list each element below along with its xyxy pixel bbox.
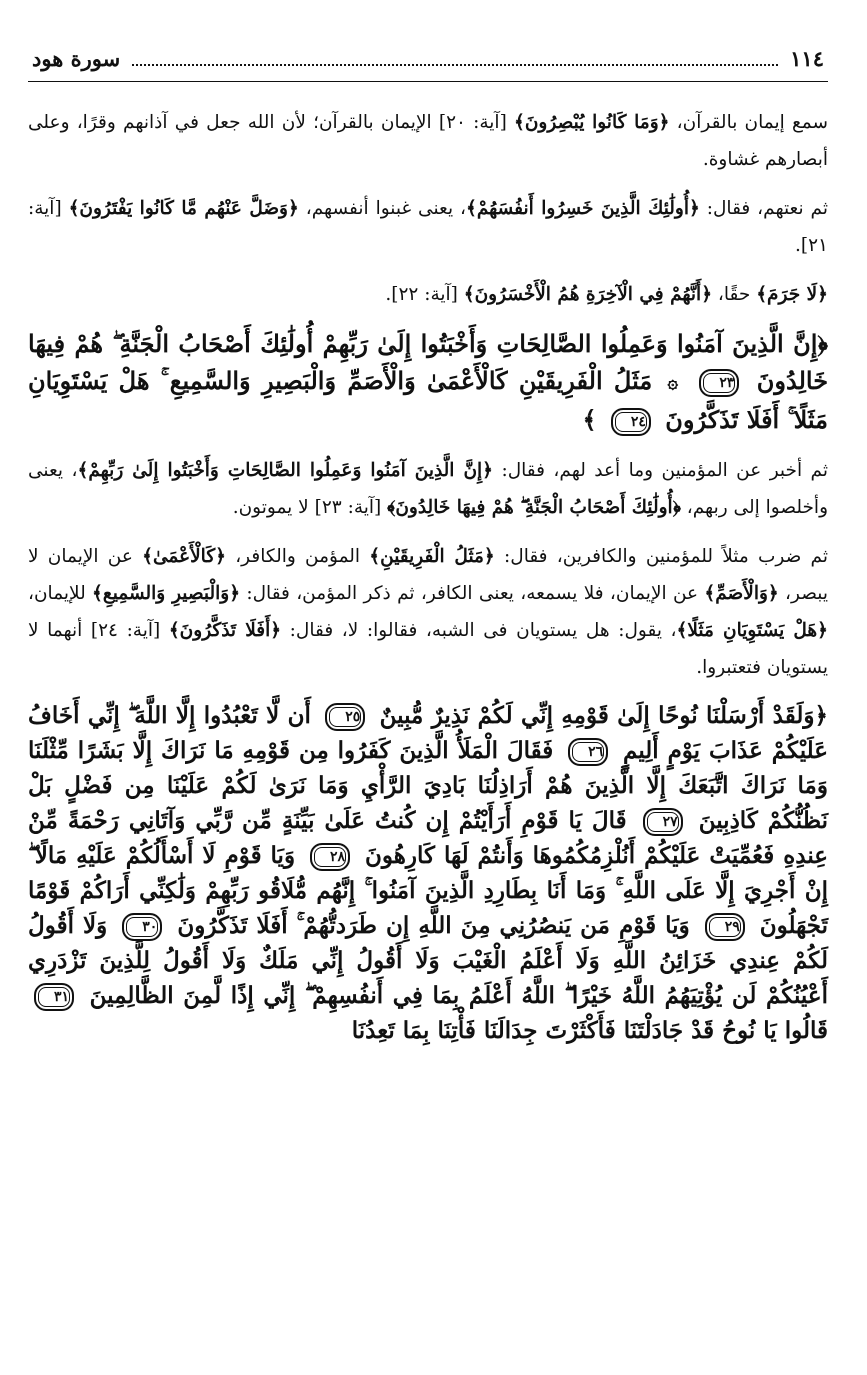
quoted-ayah: ﴿أَنَّهُمْ فِي الْآخِرَةِ هُمُ الْأَخْسَرُونَ﴾ <box>463 284 713 305</box>
book-page <box>28 38 828 1358</box>
quoted-ayah: ﴿أَفَلَا تَذَكَّرُونَ﴾ <box>168 620 282 641</box>
commentary-text: للإيمان، <box>28 583 93 604</box>
verse-text: أَن لَّا تَعْبُدُوا إِلَّا اللَّهَ ۖ إِنِّي أَخَافُ عَلَيْكُمْ عَذَابَ يَوْمٍ أَلِيمٍ <box>28 702 828 764</box>
page-number: ١١٤ <box>790 46 824 71</box>
ayah-number-marker: ٢٩ <box>705 913 745 941</box>
verse-text: قَالُوا يَا نُوحُ قَدْ جَادَلْتَنَا فَأَكْثَرْتَ جِدَالَنَا فَأْتِنَا بِمَا تَعِدُنَا <box>351 1017 828 1044</box>
quoted-ayah: ﴿أُولَٰئِكَ أَصْحَابُ الْجَنَّةِ ۖ هُمْ فِيهَا خَالِدُونَ﴾ <box>387 497 681 518</box>
commentary-text: [آية: ٢٠] الإيمان بالقرآن؛ لأن الله جعل في آذانهم وقرًا، وعلى أبصارهم غشاوة. <box>28 112 828 170</box>
quran-verses-block <box>28 698 828 1048</box>
commentary-paragraph <box>28 538 828 686</box>
quoted-ayah: ﴿لَا جَرَمَ﴾ <box>756 284 828 305</box>
verse-text: وَيَا قَوْمِ مَن يَنصُرُنِي مِنَ اللَّهِ إِن طَرَدتُّهُمْ ۚ أَفَلَا تَذَكَّرُونَ <box>177 912 690 939</box>
commentary-text: [آية: ٢٤] أنهما لا يستويان فتعتبروا. <box>28 620 828 678</box>
verse-text: ﴿وَلَقَدْ أَرْسَلْنَا نُوحًا إِلَىٰ قَوْمِهِ إِنِّي لَكُمْ نَذِيرٌ مُّبِينٌ <box>379 702 828 729</box>
quoted-ayah: ﴿وَالْأَصَمِّ﴾ <box>704 583 779 604</box>
verse-text: قَالَ يَا قَوْمِ أَرَأَيْتُمْ إِن كُنتُ عَلَىٰ بَيِّنَةٍ مِّن رَّبِّي وَآتَانِي رَحْمَةً مِّنْ عِندِهِ فَعُمِّيَتْ عَلَيْكُمْ أَنُلْزِمُكُمُوهَا وَأَنتُمْ لَهَا كَارِهُونَ <box>28 807 829 869</box>
verse-text: وَلَا أَقُولُ لَكُمْ عِندِي خَزَائِنُ اللَّهِ وَلَا أَعْلَمُ الْغَيْبَ وَلَا أَقُولُ إِنِّي مَلَكٌ وَلَا أَقُولُ لِلَّذِينَ تَزْدَرِي أَعْيُنُكُمْ لَن يُؤْتِيَهُمُ اللَّهُ خَيْرًا ۖ اللَّهُ أَعْلَمُ بِمَا فِي أَنفُسِهِمْ ۖ إِنِّي إِذًا لَّمِنَ الظَّالِمِينَ <box>28 912 828 1009</box>
page-body <box>28 104 828 1048</box>
commentary-paragraph <box>28 104 828 178</box>
quoted-ayah: ﴿وَضَلَّ عَنْهُم مَّا كَانُوا يَفْتَرُونَ﴾ <box>68 198 299 219</box>
quoted-ayah: ﴿هَلْ يَسْتَوِيَانِ مَثَلًا﴾ <box>676 620 828 641</box>
rub-el-hizb-icon: ۞ <box>667 372 679 393</box>
ayah-number-marker: ٣١ <box>34 983 74 1011</box>
verse-text: ﴾ <box>582 405 597 434</box>
commentary-text: حقًا، <box>712 284 757 305</box>
surah-title: سورة هود <box>32 46 121 71</box>
commentary-text: ، يقول: هل يستويان فى الشبه، فقالوا: لا، فقال: <box>281 620 677 641</box>
quran-verses-block <box>28 325 828 438</box>
verse-text: وَيَا قَوْمِ لَا أَسْأَلُكُمْ عَلَيْهِ مَالًا ۖ إِنْ أَجْرِيَ إِلَّا عَلَى اللَّهِ ۚ وَمَا أَنَا بِطَارِدِ الَّذِينَ آمَنُوا ۚ إِنَّهُم مُّلَاقُو رَبِّهِمْ وَلَٰكِنِّي أَرَاكُمْ قَوْمًا تَجْهَلُونَ <box>28 842 829 939</box>
ayah-number-marker: ٢٧ <box>643 808 683 836</box>
commentary-text: عن الإيمان لا يبصر، <box>28 546 829 604</box>
quoted-ayah: ﴿كَالْأَعْمَىٰ﴾ <box>142 546 226 567</box>
ayah-number-marker: ٢٣ <box>699 369 739 397</box>
quoted-ayah: ﴿مَثَلُ الْفَرِيقَيْنِ﴾ <box>369 546 495 567</box>
commentary-text: ، يعنى وأخلصوا إلى ربهم، <box>28 460 828 518</box>
commentary-text: [آية: ٢١]. <box>28 198 828 256</box>
ayah-number-marker: ٣٠ <box>122 913 162 941</box>
commentary-text: ثم نعتهم، فقال: <box>699 198 828 219</box>
commentary-paragraph <box>28 190 828 264</box>
commentary-text: عن الإيمان، فلا يسمعه، يعنى الكافر، ثم ذكر المؤمن، فقال: <box>240 583 705 604</box>
quoted-ayah: ﴿وَمَا كَانُوا يُبْصِرُونَ﴾ <box>514 112 670 133</box>
ayah-number-marker: ٢٨ <box>310 843 350 871</box>
verse-text: مَثَلُ الْفَرِيقَيْنِ كَالْأَعْمَىٰ وَالْأَصَمِّ وَالْبَصِيرِ وَالسَّمِيعِ ۚ هَلْ يَسْتَوِيَانِ مَثَلًا ۚ أَفَلَا تَذَكَّرُونَ <box>28 366 828 434</box>
ayah-number-marker: ٢٦ <box>568 738 608 766</box>
commentary-text: ثم أخبر عن المؤمنين وما أعد لهم، فقال: <box>493 460 828 481</box>
dotted-leader <box>132 64 778 66</box>
quoted-ayah: ﴿أُولَٰئِكَ الَّذِينَ خَسِرُوا أَنفُسَهُمْ﴾ <box>465 198 700 219</box>
commentary-paragraph <box>28 452 828 526</box>
commentary-text: المؤمن والكافر، <box>225 546 370 567</box>
commentary-text: سمع إيمان بالقرآن، <box>669 112 828 133</box>
verse-text: فَقَالَ الْمَلَأُ الَّذِينَ كَفَرُوا مِن قَوْمِهِ مَا نَرَاكَ إِلَّا بَشَرًا مِّثْلَنَا وَمَا نَرَاكَ اتَّبَعَكَ إِلَّا الَّذِينَ هُمْ أَرَاذِلُنَا بَادِيَ الرَّأْيِ وَمَا نَرَىٰ لَكُمْ عَلَيْنَا مِن فَضْلٍ بَلْ نَظُنُّكُمْ كَاذِبِينَ <box>28 737 829 834</box>
quoted-ayah: ﴿وَالْبَصِيرِ وَالسَّمِيعِ﴾ <box>92 583 241 604</box>
verse-text: ﴿إِنَّ الَّذِينَ آمَنُوا وَعَمِلُوا الصَّالِحَاتِ وَأَخْبَتُوا إِلَىٰ رَبِّهِمْ أُولَٰئِكَ أَصْحَابُ الْجَنَّةِ ۖ هُمْ فِيهَا خَالِدُونَ <box>28 329 829 395</box>
ayah-number-marker: ٢٤ <box>611 408 651 436</box>
commentary-text: [آية: ٢٢]. <box>385 284 464 305</box>
commentary-text: ثم ضرب مثلاً للمؤمنين والكافرين، فقال: <box>494 546 829 567</box>
running-header <box>28 38 828 82</box>
commentary-paragraph <box>28 276 828 313</box>
ayah-number-marker: ٢٥ <box>325 703 365 731</box>
quoted-ayah: ﴿إِنَّ الَّذِينَ آمَنُوا وَعَمِلُوا الصَّالِحَاتِ وَأَخْبَتُوا إِلَىٰ رَبِّهِمْ﴾ <box>77 460 494 481</box>
commentary-text: ، يعنى غبنوا أنفسهم، <box>298 198 466 219</box>
commentary-text: [آية: ٢٣] لا يموتون. <box>232 497 388 518</box>
